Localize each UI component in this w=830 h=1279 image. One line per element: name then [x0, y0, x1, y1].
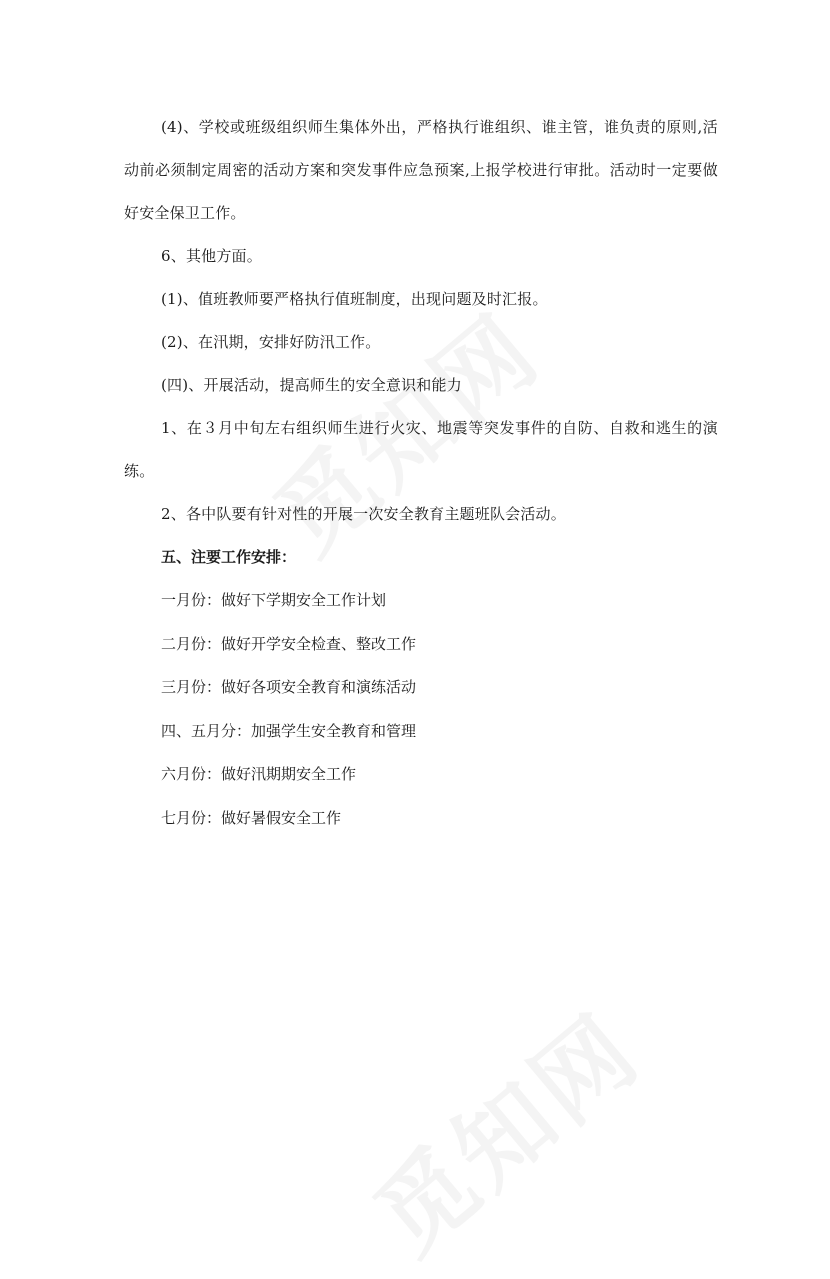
schedule-item-june: 六月份：做好汛期期安全工作: [161, 765, 357, 783]
schedule-item-january: 一月份：做好下学期安全工作计划: [161, 591, 387, 609]
paragraph-drill: 1、在３月中旬左右组织师生进行火灾、地震等突发事件的自防、自救和逃生的演练。: [124, 419, 718, 480]
schedule-item-march: 三月份：做好各项安全教育和演练活动: [161, 678, 417, 696]
paragraph-activities: (四)、开展活动，提高师生的安全意识和能力: [161, 376, 462, 394]
schedule-item-july: 七月份：做好暑假安全工作: [161, 808, 342, 827]
section-heading: 五、注要工作安排：: [161, 548, 297, 566]
schedule-list: [124, 579, 718, 840]
paragraph-other-aspects: 6、其他方面。: [161, 247, 262, 265]
schedule-item-april-may: 四、五月分：加强学生安全教育和管理: [161, 721, 417, 740]
document-body: [124, 106, 718, 840]
schedule-item-february: 二月份：做好开学安全检查、整改工作: [161, 634, 417, 653]
paragraph-duty-teacher: (1)、值班教师要严格执行值班制度，出现问题及时汇报。: [161, 290, 548, 308]
paragraph-flood-season: (2)、在汛期，安排好防汛工作。: [161, 333, 381, 351]
paragraph-outing-rules: (4)、学校或班级组织师生集体外出，严格执行谁组织、谁主管，谁负责的原则,活动前必须制定周密的活动方案和突发事件应急预案,上报学校进行审批。活动时一定要做好安全保卫工作。: [124, 118, 718, 222]
paragraph-class-meeting: 2、各中队要有针对性的开展一次安全教育主题班队会活动。: [161, 505, 566, 523]
watermark: [342, 978, 664, 1279]
